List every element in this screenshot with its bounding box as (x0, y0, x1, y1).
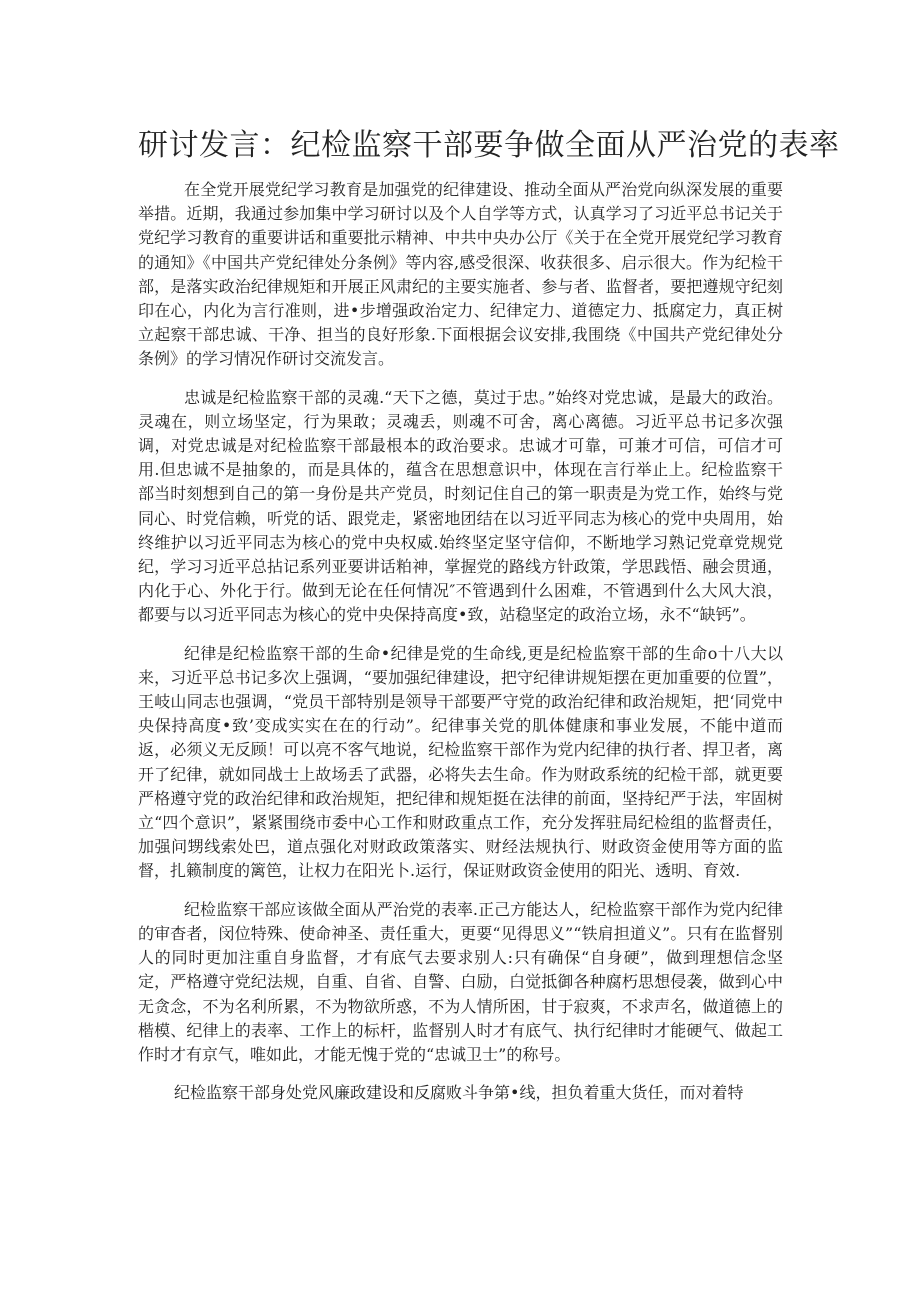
document-body (138, 178, 783, 1119)
document-title: 研讨发言：纪检监察干部要争做全面从严治党的表率 (138, 128, 840, 163)
paragraph-loyalty: 忠诚是纪检监察干部的灵魂.“天下之德，莫过于忠。”始终对党忠诚，是最大的政治。灵魂在，则立场坚定，行为果敢；灵魂丢，则魂不可舍，离心离德。习近平总书记多次强调，对党忠诚是对纪检监察干部最根本的政治要求。忠诚才可靠，可兼才可信，可信才可用.但忠诚不是抽象的，而是具体的，蕴含在思想意识中，体现在言行举止上。纪检监察干部当时刻想到自己的第一身份是共产党员，时刻记住自己的第一职责是为党工作，始终与党同心、时党信赖，听党的话、跟党走，紧密地团结在以习近平同志为核心的党中央周用，始终维护以习近平同志为核心的党中央权威.始终坚定坚守信仰，不断地学习熟记党章党规党纪，学习习近平总拈记系列亚要讲话粕神，掌握党的路线方针政策，学思践悟、融会贯通，内化于心、外化于行。做到无论在任何情况″不管遇到什么困难，不管遇到什么大风大浪，都要与以习近平同志为核心的党中央保持高度•致，站稳坚定的政治立场，永不“缺钙”。 (138, 387, 783, 625)
paragraph-role-model: 纪检监察干部应该做全面从严治党的表率.正己方能达人，纪检监察干部作为党内纪律的审杳者，闵位特殊、使命神圣、责任重大，更要“见得思义”“铁肩担道义”。只有在监督别人的同时更加注重自身监督，才有底气去要求别人:只有确保“自身硬”，做到理想信念坚定，严格遵守党纪法规，自重、自省、自警、白励，白觉抵御各种腐朽思想侵袭，做到心中无贪念，不为名利所累，不为物欲所惑，不为人情所困，甘于寂爽，不求声名，做道德上的楷模、纪律上的表率、工作上的标杆，监督别人时才有底气、执行纪律时才能硬气、做起工作时才有京气，唯如此，才能无愧于党的“忠诚卫士”的称号。 (138, 899, 783, 1064)
paragraph-frontline: 纪检监察干部身处党风廉政建设和反腐败斗争第•线，担负着重大货任，而对着特 (174, 1083, 744, 1103)
paragraph-discipline: 纪律是纪检监察干部的生命•纪律是党的生命线,更是纪检监察干部的生命o十八大以来，习近平总书记多次上强调，“要加强纪律建设，把守纪律讲规矩摆在更加重要的位置”，王岐山同志也强调，“党员干部特别是领导干部要严守党的政治纪律和政治规矩，把‘同党中央保持高度•致’变成实实在在的行动”。纪律事关党的肌体健康和事业发展，不能中道而返，必须义无反顾！可以亮不客气地说，纪检监察干部作为党内纪律的执行者、捍卫者，离开了纪律，就如同战士上故场丢了武器，必将失去生命。作为财政系统的纪检干部，就更要严格遵守党的政治纪律和政治规矩，把纪律和规矩挺在法律的前面，坚持纪严于法，牢固树立“四个意识”，紧紧围绕市委中心工作和财政重点工作，充分发挥驻局纪检组的监督责任，加强问甥线索处巴，道点强化对财政政策落实、财经法规执行、财政资金使用等方面的监督，扎籁制度的篱笆，让权力在阳光卜.运行，保证财政资金使用的阳光、透明、育效. (138, 643, 783, 881)
paragraph-intro: 在全党开展党纪学习教育是加强党的纪律建设、推动全面从严治党向纵深发展的重要举措。近期，我通过参加集中学习研讨以及个人自学等方式，认真学习了习近平总书记关于党纪学习教育的重要讲话和重要批示精神、中共中央办公厅《关于在全党开展党纪学习教育的通知》《中国共产党纪律处分条例》等内容,感受很深、收获很多、启示很大。作为纪检干部，是落实政治纪律规矩和开展正风肃纪的主要实施者、参与者、监督者，要把遵规守纪刻印在心，内化为言行准则，进•步增强政治定力、纪律定力、道德定力、抵腐定力，真正树立起察干部忠诚、干净、担当的良好形象.下面根据会议安排,我围绕《中国共产党纪律处分条例》的学习情况作研讨交流发言。 (138, 180, 783, 369)
